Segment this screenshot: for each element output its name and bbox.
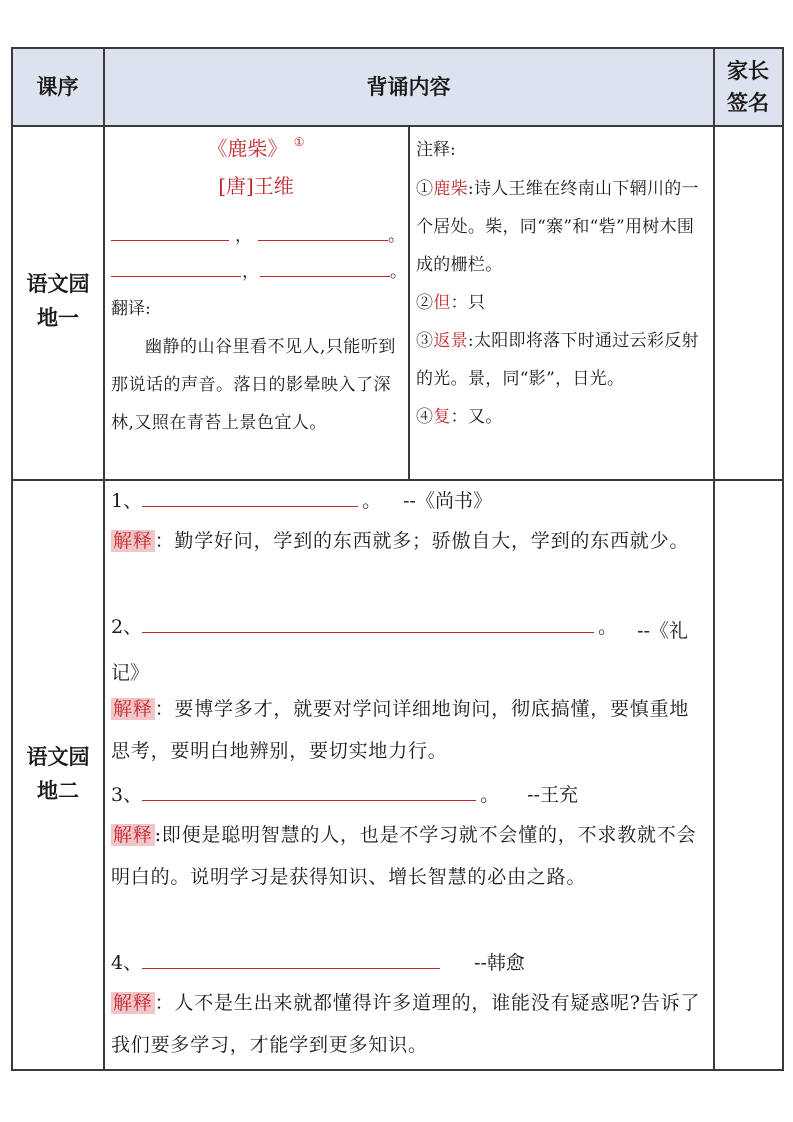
note-item-4: ④复：又。	[416, 407, 503, 427]
quote-source-4: --韩愈	[474, 952, 525, 974]
quote-source-3: --王充	[527, 784, 578, 806]
notes-label: 注释:	[416, 140, 456, 160]
quote-blank-4[interactable]	[142, 946, 440, 969]
poem-line-1: ， 。	[111, 218, 405, 246]
note-item-3: ③返景:太阳即将落下时通过云彩反射的光。景，同“影”，日光。	[416, 331, 699, 389]
translation-text: 幽静的山谷里看不见人,只能听到那说话的声音。落日的影晕映入了深林,又照在青苔上景色宜人。	[111, 337, 396, 433]
notes-list	[416, 170, 709, 436]
header-lesson: 课序	[36, 73, 79, 99]
quote-4-explanation: 解释 ：人不是生出来就都懂得许多道理的，谁能没有疑惑呢?告诉了我们要多学习，才能学到更多知识。	[111, 992, 701, 1056]
poem-blank-1[interactable]	[111, 218, 229, 241]
explain-tag: 解释	[113, 992, 153, 1014]
poem-title-note-marker: ①	[293, 135, 305, 149]
quote-3-line: 3、 。 --王充	[111, 778, 578, 810]
quote-1-explanation: 解释 ：勤学好问，学到的东西就多；骄傲自大，学到的东西就少。	[113, 530, 690, 552]
quote-2-line: 2、 。	[111, 610, 631, 642]
poem-dynasty: [唐]	[218, 174, 254, 198]
note-term: 但	[433, 293, 451, 313]
table-border-unit1-bottom	[11, 479, 783, 481]
note-term: 鹿柴	[433, 179, 468, 199]
poem-line-2: ， 。	[111, 254, 407, 282]
note-term: 返景	[433, 331, 468, 351]
note-item-2: ②但：只	[416, 293, 486, 313]
quote-4-line: 4、 --韩愈	[111, 946, 525, 978]
quote-blank-3[interactable]	[142, 778, 476, 801]
quote-source-2: --《礼记》	[111, 620, 688, 684]
table-border-header-bottom	[11, 125, 783, 127]
explain-tag: 解释	[113, 824, 153, 846]
poem-title-text: 《鹿柴》	[207, 136, 288, 161]
quote-1-line: 1、 。 --《尚书》	[111, 484, 492, 516]
header-parent-signature: 家长签名	[727, 58, 769, 115]
table-border-right	[782, 47, 784, 1071]
table-divider-poem-notes	[408, 125, 410, 480]
explain-tag: 解释	[113, 698, 153, 720]
note-item-1: ①鹿柴:诗人王维在终南山下辋川的一个居处。柴，同“寨”和“砦”用树木围成的栅栏。	[416, 179, 699, 275]
translation-label: 翻译:	[111, 299, 151, 319]
table-border-bottom	[11, 1069, 783, 1071]
header-content: 背诵内容	[366, 73, 451, 99]
quote-3-explanation: 解释 :即便是聪明智慧的人，也是不学习就不会懂的，不求教就不会明白的。说明学习是获得知识、增长智慧的必由之路。	[111, 824, 697, 888]
poem-blank-3[interactable]	[111, 254, 241, 277]
poem-author: 王维	[253, 174, 294, 198]
explain-tag: 解释	[113, 530, 153, 552]
poem-blank-4[interactable]	[260, 254, 390, 277]
table-border-left	[11, 47, 13, 1071]
poem-title	[104, 130, 408, 163]
quote-2-explanation: 解释 ：要博学多才，就要对学问详细地询问，彻底搞懂，要慎重地思考，要明白地辨别，要切实地力行。	[111, 698, 690, 762]
lesson-label-unit2: 语文园地二	[26, 744, 90, 803]
table-divider-lesson	[103, 47, 105, 1071]
lesson-label-unit1: 语文园地一	[26, 271, 90, 330]
poem-blank-2[interactable]	[258, 218, 388, 241]
quote-blank-1[interactable]	[142, 484, 358, 507]
note-term: 复	[433, 407, 451, 427]
table-divider-sign	[713, 47, 715, 1071]
poem-byline	[104, 172, 408, 200]
quote-source-1: --《尚书》	[403, 490, 492, 512]
